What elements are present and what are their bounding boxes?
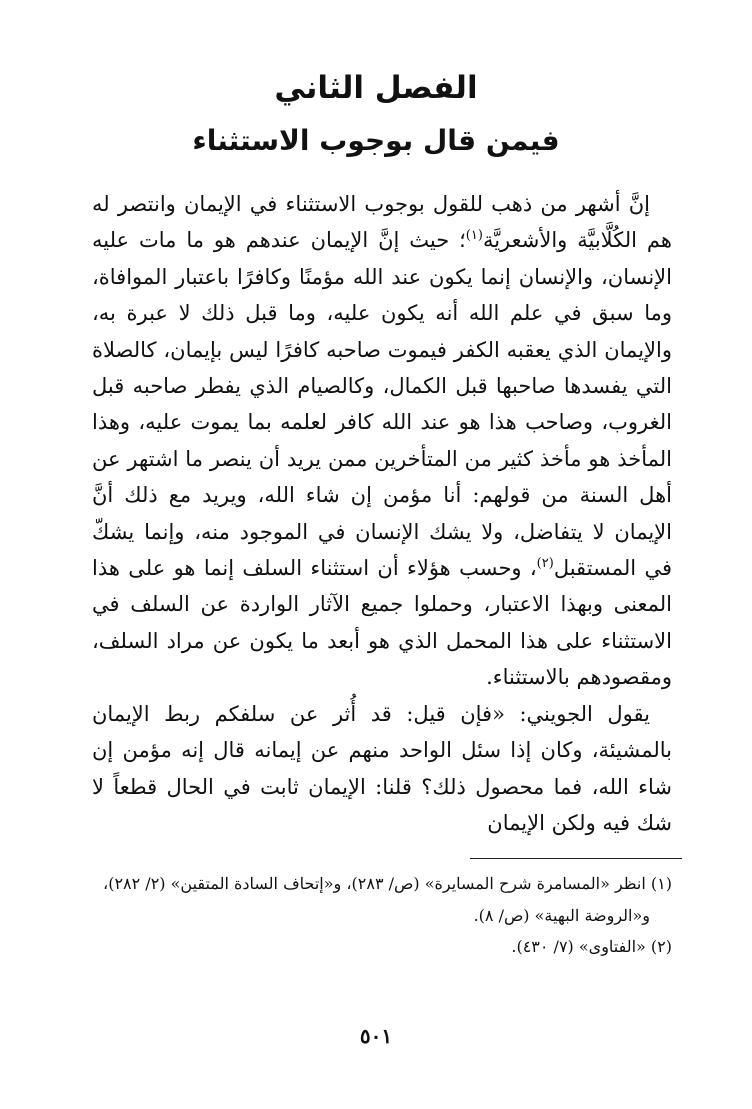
footnote-2: (٢) «الفتاوى» (٧/ ٤٣٠). <box>511 937 672 956</box>
main-text <box>92 186 672 841</box>
paragraph-1-part-a: إنَّ أشهر من ذهب للقول بوجوب الاستثناء في الإيمان وانتصر له هم الكُلَّابيَّة والأشعريَّة <box>92 192 672 253</box>
footnotes <box>92 868 672 963</box>
footnote-ref-1: (١) <box>465 228 483 244</box>
footnote-1-line-2: و«الروضة البهية» (ص/ ٨). <box>473 905 650 925</box>
paragraph-2: يقول الجويني: «فإن قيل: قد أُثر عن سلفكم ربط الإيمان بالمشيئة، وكان إذا سئل الواحد منهم عن إيمانه قال إنه مؤمن إن شاء الله، فما محصول ذلك؟ قلنا: الإيمان ثابت في الحال قطعاً لا شك فيه ولكن الإيمان <box>92 701 672 835</box>
paragraph-1-part-b: ؛ حيث إنَّ الإيمان عندهم هو ما مات عليه الإنسان، والإنسان إنما يكون عند الله مؤمنًا وكافرًا باعتبار الموافاة، وما سبق في علم الله أنه يكون عليه، وما قبل ذلك لا عبرة به، والإيمان الذي يعقبه الكفر فيموت صاحبه كافرًا ليس بإيمان، كالصلاة التي يفسدها صاحبها قبل الكمال، وكالصيام الذي يفطر صاحبه قبل الغروب، وصاحب هذا هو عند الله كافر لعلمه بما يموت عليه، وهذا المأخذ هو مأخذ كثير من المتأخرين ممن يريد أن ينصر ما اشتهر عن أهل السنة من قولهم: أنا مؤمن إن شاء الله، ويريد مع ذلك أنَّ الإيمان لا يتفاضل، ولا يشك الإنسان في الموجود منه، وإنما يشكّ في المستقبل <box>92 228 672 581</box>
page-number: ٥٠١ <box>359 1024 393 1048</box>
footnote-1-line-1: (١) انظر «المسامرة شرح المسايرة» (ص/ ٢٨٣)، و«إتحاف السادة المتقين» (٢/ ٢٨٢)، <box>103 874 672 893</box>
section-title: فيمن قال بوجوب الاستثناء <box>192 124 560 157</box>
paragraph-1 <box>92 186 672 696</box>
footnote-ref-2: (٢) <box>536 556 554 572</box>
chapter-title: الفصل الثاني <box>274 70 478 106</box>
paragraph-1-part-c: ، وحسب هؤلاء أن استثناء السلف إنما هو على هذا المعنى وبهذا الاعتبار، وحملوا جميع الآثار الواردة عن السلف في الاستثناء على هذا المحمل الذي هو أبعد ما يكون عن مراد السلف، ومقصودهم بالاستثناء. <box>92 556 672 690</box>
footnote-separator <box>470 858 682 859</box>
